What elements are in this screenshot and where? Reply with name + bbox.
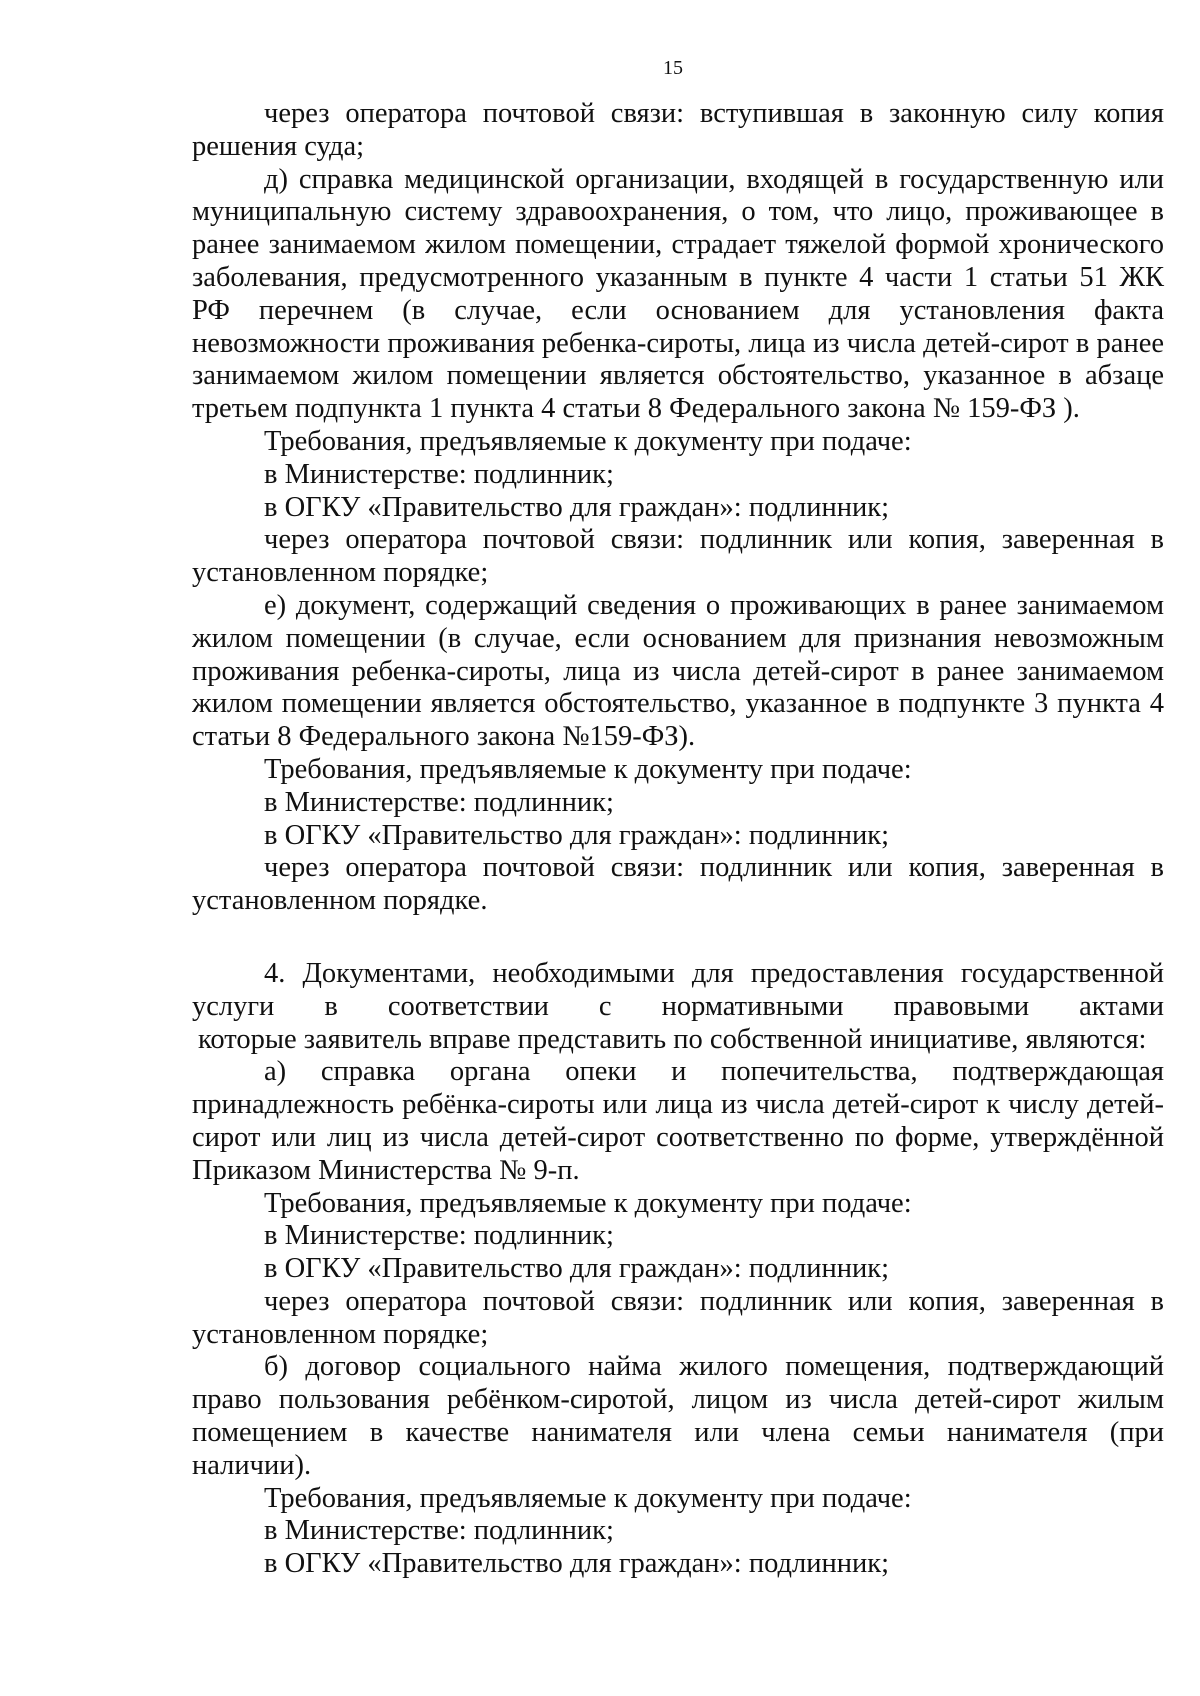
paragraph-item-d-medical-certificate: д) справка медицинской организации, входящей в государственную или муниципальную систему здравоохранения, о том, что лицо, проживающее в ранее занимаемом жилом помещении, страдает тяжелой формой хронического заболевания, предусмотренного указанным в пункте 4 части 1 статьи 51 ЖК РФ перечнем (в случае, если основанием для установления факта невозможности проживания ребенка-сироты, лица из числа детей-сирот в ранее занимаемом жилом помещении является обстоятельство, указанное в абзаце третьем подпункта 1 пункта 4 статьи 8 Федерального закона № 159-ФЗ ). bbox=[192, 163, 1164, 425]
paragraph-postal-original-or-copy: через оператора почтовой связи: подлинник или копия, заверенная в установленном порядке. bbox=[192, 852, 1164, 917]
paragraph-ogku-original: в ОГКУ «Правительство для граждан»: подлинник; bbox=[264, 819, 889, 851]
paragraph-requirements-heading: Требования, предъявляемые к документу при подаче: bbox=[264, 425, 912, 457]
paragraph-ogku-original: в ОГКУ «Правительство для граждан»: подлинник; bbox=[264, 491, 889, 523]
document-body bbox=[192, 98, 1164, 1581]
paragraph-section-4-intro: 4. Документами, необходимыми для предоставления государственной услуги в соответствии с нормативными правовыми актами bbox=[192, 957, 1164, 1022]
paragraph-requirements-heading: Требования, предъявляемые к документу при подаче: bbox=[264, 1187, 912, 1219]
paragraph-section-4-continuation: которые заявитель вправе представить по собственной инициативе, являются: bbox=[198, 1023, 1147, 1055]
paragraph-requirements-heading: Требования, предъявляемые к документу при подаче: bbox=[264, 753, 912, 785]
paragraph-postal-original-or-copy: через оператора почтовой связи: подлинник или копия, заверенная в установленном порядке; bbox=[192, 524, 1164, 589]
paragraph-postal-court-copy: через оператора почтовой связи: вступившая в законную силу копия решения суда; bbox=[192, 98, 1164, 162]
paragraph-ogku-original: в ОГКУ «Правительство для граждан»: подлинник; bbox=[264, 1548, 889, 1580]
paragraph-ministry-original: в Министерстве: подлинник; bbox=[264, 458, 614, 490]
section-spacer bbox=[192, 918, 1164, 958]
paragraph-item-a-guardianship-certificate: а) справка органа опеки и попечительства, подтверждающая принадлежность ребёнка-сироты или лица из числа детей-сирот к числу детей-сирот или лиц из числа детей-сирот соответственно по форме, утверждённой Приказом Министерства № 9-п. bbox=[192, 1056, 1164, 1186]
page-number: 15 bbox=[663, 57, 683, 79]
paragraph-ministry-original: в Министерстве: подлинник; bbox=[264, 1515, 614, 1547]
paragraph-item-b-social-lease: б) договор социального найма жилого помещения, подтверждающий право пользования ребёнком-сиротой, лицом из числа детей-сирот жилым помещением в качестве нанимателя или члена семьи нанимателя (при наличии). bbox=[192, 1351, 1164, 1481]
paragraph-requirements-heading: Требования, предъявляемые к документу при подаче: bbox=[264, 1482, 912, 1514]
paragraph-ministry-original: в Министерстве: подлинник; bbox=[264, 786, 614, 818]
paragraph-ogku-original: в ОГКУ «Правительство для граждан»: подлинник; bbox=[264, 1253, 889, 1285]
paragraph-ministry-original: в Министерстве: подлинник; bbox=[264, 1220, 614, 1252]
paragraph-item-e-residents-document: е) документ, содержащий сведения о проживающих в ранее занимаемом жилом помещении (в случае, если основанием для признания невозможным проживания ребенка-сироты, лица из числа детей-сирот в ранее занимаемом жилом помещении является обстоятельство, указанное в подпункте 3 пункта 4 статьи 8 Федерального закона №159-ФЗ). bbox=[192, 589, 1164, 753]
paragraph-postal-original-or-copy: через оператора почтовой связи: подлинник или копия, заверенная в установленном порядке; bbox=[192, 1285, 1164, 1350]
